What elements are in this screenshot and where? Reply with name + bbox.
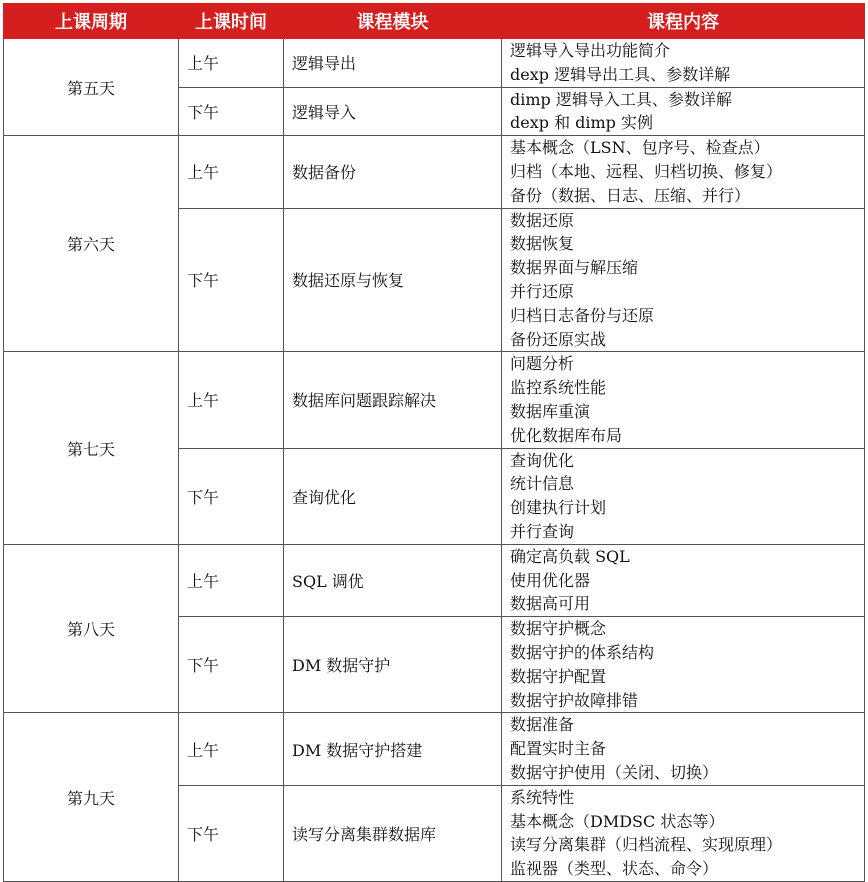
table-row <box>4 352 865 448</box>
content-line: 数据守护概念 <box>510 619 607 639</box>
content-line: 数据准备 <box>510 715 575 735</box>
content-line: 备份还原实战 <box>510 329 607 349</box>
module-cell: DM 数据守护 <box>284 617 502 713</box>
content-line: 基本概念（DMDSC 状态等） <box>510 811 725 831</box>
content-cell <box>502 448 865 544</box>
schedule-body <box>4 39 865 882</box>
content-line: 归档日志备份与还原 <box>510 305 655 325</box>
day-cell: 第八天 <box>4 544 179 713</box>
content-line: 数据库重演 <box>510 401 591 421</box>
table-row <box>4 136 865 208</box>
module-cell: 查询优化 <box>284 448 502 544</box>
content-cell <box>502 544 865 616</box>
day-cell: 第五天 <box>4 39 179 136</box>
module-cell: 逻辑导入 <box>284 87 502 136</box>
content-line: 数据守护的体系结构 <box>510 642 655 662</box>
content-cell <box>502 617 865 713</box>
content-line: 基本概念（LSN、包序号、检查点） <box>510 138 770 158</box>
content-line: 并行查询 <box>510 521 575 541</box>
header-row <box>4 4 865 39</box>
content-line: 数据还原 <box>510 210 575 230</box>
time-cell: 上午 <box>179 544 284 616</box>
time-cell: 下午 <box>179 448 284 544</box>
content-line: 数据恢复 <box>510 234 575 254</box>
content-line: 优化数据库布局 <box>510 425 623 445</box>
time-cell: 上午 <box>179 136 284 208</box>
content-line: 创建执行计划 <box>510 498 607 518</box>
content-cell <box>502 136 865 208</box>
module-cell: DM 数据守护搭建 <box>284 713 502 785</box>
table-row <box>4 39 865 88</box>
content-line: 数据守护故障排错 <box>510 690 639 710</box>
content-line: 统计信息 <box>510 474 575 494</box>
content-cell <box>502 39 865 88</box>
header-time: 上课时间 <box>179 4 284 39</box>
module-cell: 数据备份 <box>284 136 502 208</box>
content-line: 数据界面与解压缩 <box>510 258 639 278</box>
module-cell: 读写分离集群数据库 <box>284 785 502 881</box>
header-content: 课程内容 <box>502 4 865 39</box>
content-line: 监控系统性能 <box>510 378 607 398</box>
content-cell <box>502 713 865 785</box>
header-module: 课程模块 <box>284 4 502 39</box>
time-cell: 上午 <box>179 39 284 88</box>
time-cell: 下午 <box>179 87 284 136</box>
content-line: 使用优化器 <box>510 570 591 590</box>
content-line: 数据守护使用（关闭、切换） <box>510 762 719 782</box>
time-cell: 上午 <box>179 713 284 785</box>
module-cell: 逻辑导出 <box>284 39 502 88</box>
content-cell <box>502 87 865 136</box>
module-cell: 数据还原与恢复 <box>284 208 502 352</box>
content-line: dexp 逻辑导出工具、参数详解 <box>510 64 731 84</box>
content-line: dexp 和 dimp 实例 <box>510 113 654 133</box>
time-cell: 上午 <box>179 352 284 448</box>
content-line: 查询优化 <box>510 450 575 470</box>
module-cell: SQL 调优 <box>284 544 502 616</box>
content-cell <box>502 208 865 352</box>
time-cell: 下午 <box>179 785 284 881</box>
content-line: 监视器（类型、状态、命令） <box>510 859 719 879</box>
content-cell <box>502 785 865 881</box>
content-line: 确定高负载 SQL <box>510 546 630 566</box>
time-cell: 下午 <box>179 208 284 352</box>
content-cell <box>502 352 865 448</box>
content-line: 归档（本地、远程、归档切换、修复） <box>510 161 783 181</box>
time-cell: 下午 <box>179 617 284 713</box>
table-row <box>4 544 865 616</box>
content-line: 配置实时主备 <box>510 739 607 759</box>
table-row <box>4 713 865 785</box>
content-line: 备份（数据、日志、压缩、并行） <box>510 185 751 205</box>
content-line: 系统特性 <box>510 787 575 807</box>
content-line: 数据高可用 <box>510 594 591 614</box>
day-cell: 第六天 <box>4 136 179 352</box>
content-line: 数据守护配置 <box>510 666 607 686</box>
course-schedule-table <box>3 3 865 882</box>
day-cell: 第七天 <box>4 352 179 544</box>
content-line: 读写分离集群（归档流程、实现原理） <box>510 835 783 855</box>
content-line: 问题分析 <box>510 354 575 374</box>
content-line: 并行还原 <box>510 281 575 301</box>
content-line: 逻辑导入导出功能简介 <box>510 41 671 60</box>
module-cell: 数据库问题跟踪解决 <box>284 352 502 448</box>
day-cell: 第九天 <box>4 713 179 882</box>
header-period: 上课周期 <box>4 4 179 39</box>
content-line: dimp 逻辑导入工具、参数详解 <box>510 89 732 109</box>
